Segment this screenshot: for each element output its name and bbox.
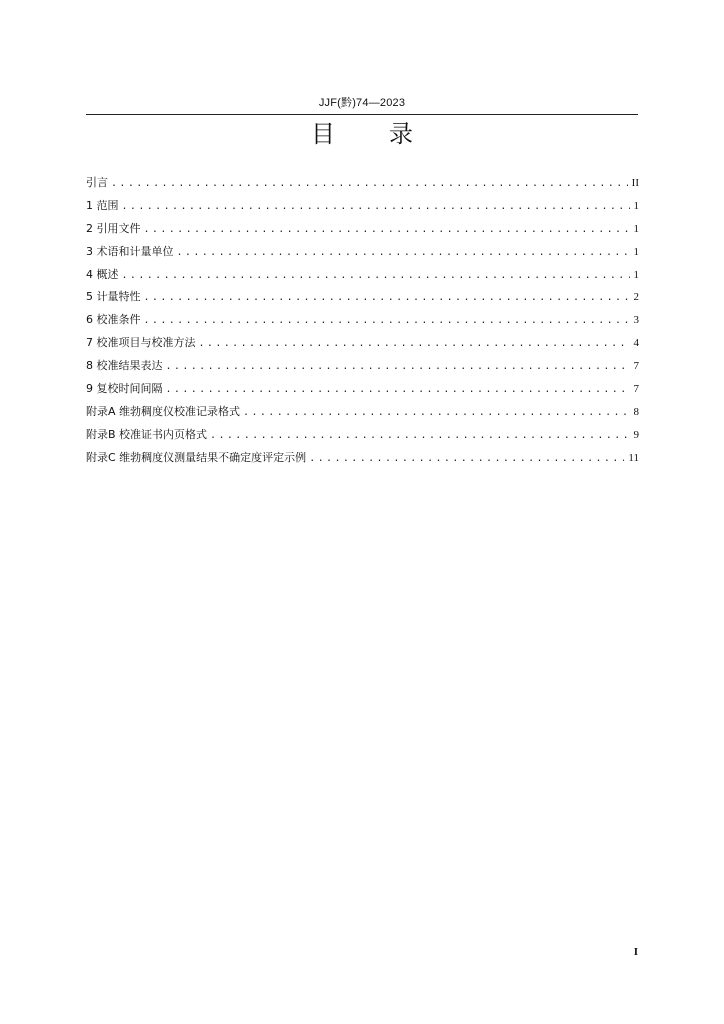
toc-entry-page: 4	[633, 337, 639, 350]
toc-leader-dots	[309, 451, 624, 467]
toc-entry-label: 9 复校时间间隔	[86, 382, 163, 396]
toc-entry-methods[interactable]	[86, 335, 639, 358]
toc-entry-label: 2 引用文件	[86, 221, 141, 235]
page-number: I	[633, 946, 638, 958]
toc-leader-dots	[144, 222, 630, 238]
toc-entry-results[interactable]	[86, 358, 639, 381]
toc-entry-label: 6 校准条件	[86, 313, 141, 327]
toc-entry-page: 7	[633, 360, 639, 373]
toc-entry-page: 7	[633, 383, 639, 396]
toc-entry-label: 1 范围	[86, 198, 119, 212]
toc-leader-dots	[199, 336, 630, 352]
table-of-contents	[86, 175, 639, 473]
toc-entry-scope[interactable]	[86, 198, 639, 221]
toc-entry-page: 3	[633, 314, 639, 327]
toc-entry-page: 9	[633, 428, 639, 441]
standard-code: JJF(黔)74—2023	[318, 97, 406, 109]
toc-leader-dots	[111, 176, 628, 192]
toc-leader-dots	[122, 268, 630, 284]
header-divider	[86, 114, 638, 115]
toc-entry-characteristics[interactable]	[86, 289, 639, 312]
toc-entry-label: 5 计量特性	[86, 290, 141, 304]
toc-entry-page: 1	[633, 199, 639, 212]
toc-entry-label: 3 术语和计量单位	[86, 244, 174, 258]
toc-entry-label: 附录A 维勃稠度仪校准记录格式	[86, 404, 241, 418]
toc-entry-preface[interactable]	[86, 175, 639, 198]
toc-leader-dots	[122, 199, 630, 215]
toc-leader-dots	[210, 428, 629, 444]
toc-entry-references[interactable]	[86, 221, 639, 244]
toc-entry-page: 11	[628, 451, 639, 464]
toc-entry-page: 1	[633, 268, 639, 281]
toc-entry-label: 附录C 维勃稠度仪测量结果不确定度评定示例	[86, 450, 307, 464]
toc-entry-page: 1	[633, 222, 639, 235]
toc-leader-dots	[166, 359, 630, 375]
toc-entry-appendix-b[interactable]	[86, 427, 639, 450]
page-title: 目录	[311, 120, 467, 148]
toc-entry-label: 7 校准项目与校准方法	[86, 336, 196, 350]
toc-leader-dots	[177, 245, 630, 261]
toc-entry-conditions[interactable]	[86, 312, 639, 335]
toc-entry-interval[interactable]	[86, 381, 639, 404]
toc-entry-page: 8	[633, 405, 639, 418]
toc-entry-overview[interactable]	[86, 267, 639, 290]
toc-leader-dots	[144, 313, 630, 329]
toc-entry-label: 附录B 校准证书内页格式	[86, 427, 208, 441]
toc-entry-page: II	[631, 177, 639, 189]
toc-entry-appendix-a[interactable]	[86, 404, 639, 427]
toc-entry-label: 引言	[86, 176, 108, 189]
toc-entry-label: 4 概述	[86, 267, 119, 281]
toc-entry-appendix-c[interactable]	[86, 450, 639, 473]
toc-entry-page: 2	[633, 291, 639, 304]
toc-entry-label: 8 校准结果表达	[86, 359, 163, 373]
toc-leader-dots	[144, 290, 630, 306]
toc-entry-page: 1	[633, 245, 639, 258]
toc-entry-terms[interactable]	[86, 244, 639, 267]
toc-leader-dots	[166, 382, 630, 398]
toc-leader-dots	[243, 405, 629, 421]
